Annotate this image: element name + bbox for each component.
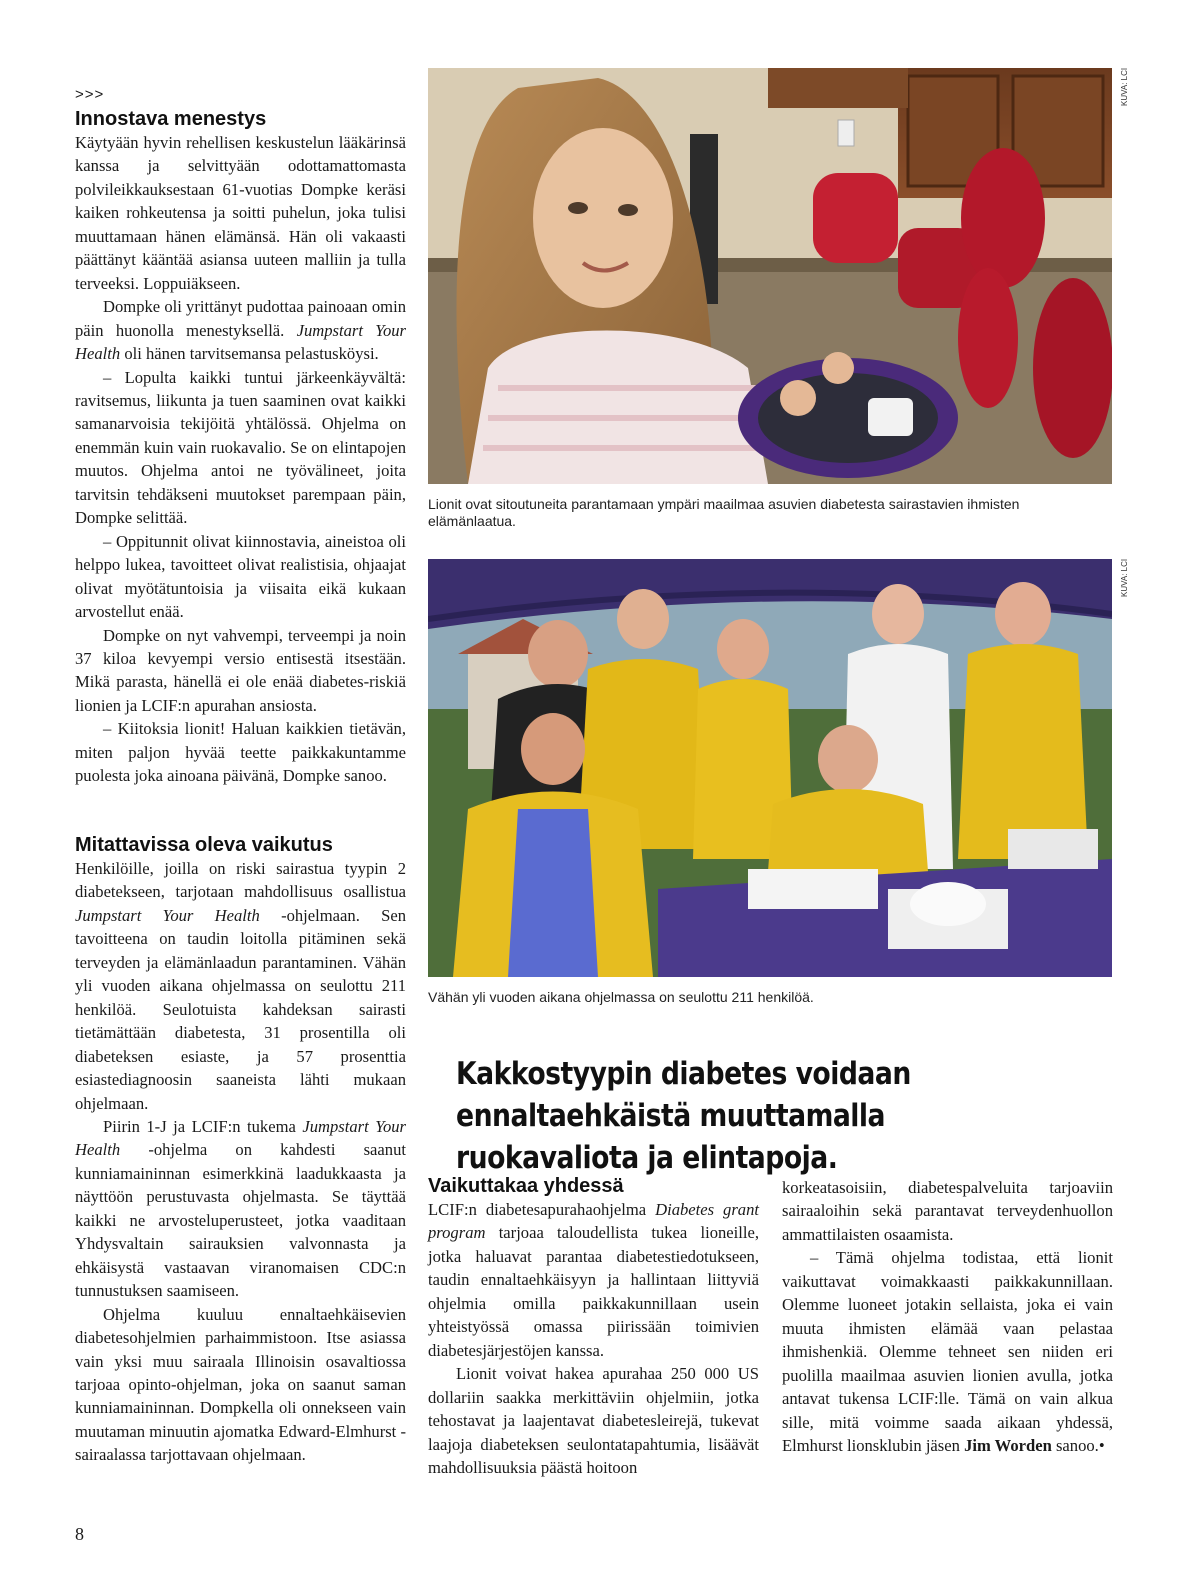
paragraph: Ohjelma kuuluu ennaltaehkäisevien diabetesohjelmien parhaimmistoon. Itse asiassa vain yksi muu sairaala Illinoisin osavaltiossa tarjoaa opinto-ohjelman, joka on saanut saman kunniamaininnan. Dompkella oli onnekseen vain muutaman minuutin ajomatka Edward-Elmhurst -sairaalassa tarjottavaan ohjelmaan. xyxy=(75,1304,406,1465)
text-run: -ohjelmaan. Sen tavoitteena on taudin loitolla pitäminen sekä terveyden ja elämänlaadun parantaminen. Vähän yli vuoden aikana ohjelmassa on seulottu 211 henkilöä. Seulotuista kahdeksan sairasti tietämättään diabetesta, 31 prosentilla oli diabeteksen esiaste, ja 57 prosenttia esiastediagnoosin saaneista lähti mukaan ohjelmaan. xyxy=(75,905,406,1113)
photo-caption: Lionit ovat sitoutuneita parantamaan ympäri maailmaa asuvien diabetesta sairastavien ihmisten elämänlaatua. xyxy=(428,496,1020,529)
text-run: -ohjelma on kahdesti saanut kunniamaininnan esimerkkinä laadukkaasta ja näyttöön perustuvasta ohjelmasta. Se täyttää kaikki ne arvosteluperusteet, jotka vaaditaan Yhdysvaltain sairauksien valvonnasta ja ehkäisystä vastaavan viranomaisen CDC:n tunnustuksen saamiseen. xyxy=(75,1140,406,1301)
section-heading: Innostava menestys xyxy=(75,108,267,130)
program-name: Jumpstart Your Health xyxy=(75,1116,406,1160)
photo-credit: KUVA: LCI xyxy=(1120,67,1129,106)
section-innostava xyxy=(75,108,406,788)
section-heading: Vaikuttakaa yhdessä xyxy=(428,1175,624,1197)
program-name: Diabetes grant program xyxy=(428,1200,760,1243)
photo-illustration xyxy=(428,68,1112,484)
paragraph xyxy=(75,295,406,365)
text-run: oli hänen tarvitsemansa pelastusköysi. xyxy=(120,344,379,364)
section-vaikuttakaa xyxy=(428,1175,759,1479)
photo-illustration xyxy=(428,559,1112,977)
paragraph: Lionit voivat hakea apurahaa 250 000 US dollariin saakka merkittäviin ohjelmiin, jotka tehostavat ja laajentavat diabetesleirejä, tukevat laajoja diabeteksen seulontatapahtumia, lisäävät mahdollisuuksia päästä hoitoon xyxy=(428,1364,759,1477)
section-mitattavissa xyxy=(75,834,406,1467)
paragraph: Dompke on nyt vahvempi, terveempi ja noin 37 kiloa kevyempi versio entisestä itsestään. Mikä parasta, hänellä ei ole enää diabetes-riskiä lionien ja LCIF:n apurahan ansiosta. xyxy=(75,625,406,715)
paragraph: Käytyään hyvin rehellisen keskustelun lääkärinsä kanssa ja selvittyään odottamattomasta polvileikkauksestaan 61-vuotias Dompke keräsi kaiken rohkeutensa ja soitti puhelun, joka tulisi muuttamaan hänen elämänsä. Hän oli vakaasti päättänyt kääntää asiansa uuteen malliin ja tulla terveeksi. Loppuiäkseen. xyxy=(75,133,406,293)
photo-caption: Vähän yli vuoden aikana ohjelmassa on seulottu 211 henkilöä. xyxy=(428,989,814,1005)
section-body xyxy=(75,131,406,788)
text-run: – Tämä ohjelma todistaa, että lionit vaikuttavat voimakkaasti paikkakunnillaan. Olemme luoneet jotakin sellaista, joka ei vain muuta ihmisten elämää vaan pelastaa ihmishenkiä. Olemme tehneet sen niiden eri puolilla maailmaa asuvien lionien avulla, jotka antavat tukensa LCIF:lle. Tämä on vain alkua sille, mitä voimme saada aikaan yhdessä, Elmhurst lionsklubin jäsen xyxy=(782,1248,1113,1455)
text-run: sanoo. xyxy=(1051,1435,1099,1455)
program-name: Jumpstart Your Health xyxy=(75,905,260,925)
paragraph: – Oppitunnit olivat kiinnostavia, aineistoa oli helppo lukea, tavoitteet olivat realistisia, ohjaajat olivat myötätuntoisia ja viisaita eikä kukaan arvostellut enää. xyxy=(75,531,406,622)
paragraph xyxy=(75,1115,406,1303)
continuation-marker: >>> xyxy=(75,86,105,103)
pull-quote: Kakkostyypin diabetes voidaan ennaltaehkäistä muuttamalla ruokavaliota ja elintapoja. xyxy=(456,1056,911,1176)
text-run: Dompke oli yrittänyt pudottaa painoaan omin päin huonolla menestyksellä. xyxy=(75,297,406,340)
paragraph xyxy=(75,857,406,1115)
paragraph: – Lopulta kaikki tuntui järkeenkäyvältä: ravitsemus, liikunta ja tuen saaminen ovat kaikki samanarvoisia tekijöitä yhtälössä. Ohjelma on enemmän kuin vain ruokavalio. Se on elintapojen muutos. Ohjelma antoi ne työvälineet, joita tarvitsin tehdäkseni muutokset parempaan päin, Dompke selittää. xyxy=(75,367,406,528)
program-name: Jumpstart Your Health xyxy=(75,320,406,364)
paragraph: – Kiitoksia lionit! Haluan kaikkien tietävän, miten paljon hyvää teette paikkakuntamme puolesta joka ainoana päivänä, Dompke sanoo. xyxy=(75,719,406,786)
text-run: Piirin 1-J ja LCIF:n tukema xyxy=(103,1116,303,1136)
photo-lions-screening-group xyxy=(428,559,1112,977)
text-run: LCIF:n diabetesapurahaohjelma xyxy=(428,1200,656,1219)
photo-credit: KUVA: LCI xyxy=(1120,558,1129,597)
person-name: Jim Worden xyxy=(964,1435,1052,1455)
text-run: tarjoaa taloudellista tukea lioneille, jotka haluavat parantaa diabetestiedotukseen, taudin ennaltaehkäisyyn ja hallintaan liittyviä ohjelmia omilla paikkakunnillaan usein yhteistyössä omassa piirissään toimivien diabetesjärjestöjen kanssa. xyxy=(428,1223,759,1360)
photo-girl-glucose-meter xyxy=(428,68,1112,484)
section-heading: Mitattavissa oleva vaikutus xyxy=(75,834,333,856)
paragraph xyxy=(782,1246,1113,1457)
section-body xyxy=(75,857,406,1467)
end-mark: • xyxy=(1098,1435,1105,1455)
page-number: 8 xyxy=(75,1524,84,1544)
section-body xyxy=(782,1176,1113,1457)
text-run: Henkilöille, joilla on riski sairastua tyypin 2 diabetekseen, tarjotaan mahdollisuus osallistua xyxy=(75,859,406,902)
paragraph: korkeatasoisiin, diabetespalveluita tarjoaviin sairaaloihin sekä parantavat terveydenhuollon ammattilaisten osaamista. xyxy=(782,1178,1113,1244)
section-body xyxy=(428,1198,759,1479)
section-vaikuttakaa-continued xyxy=(782,1176,1113,1457)
paragraph xyxy=(428,1198,759,1362)
